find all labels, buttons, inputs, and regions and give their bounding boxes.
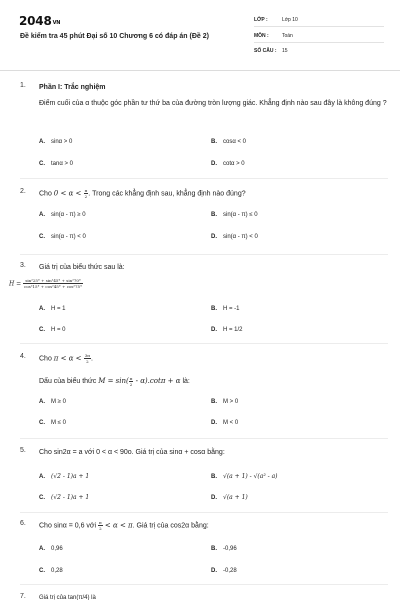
question-1 — [20, 82, 390, 178]
expression-h: H = $\frac{\text{sin²25° + sin²45° + sin²70°}}{\text{cos²15° + cos²45° + cos²75°}}$ — [9, 278, 83, 289]
option-b[interactable]: B. √(a + 1) - √(a² - a) — [211, 473, 278, 480]
question-6 — [20, 520, 390, 582]
fraction: $\frac{\pi}{2}$ — [99, 520, 102, 531]
question-number: 5. — [20, 447, 26, 454]
question-number: 3. — [20, 262, 26, 269]
option-d[interactable]: D. -0,28 — [211, 568, 237, 574]
question-text: Cho sinα = 0,6 với $\frac{\pi}{2}$ < α < π. Giá trị của cos2α bằng: — [39, 520, 209, 531]
meta-divider — [254, 26, 384, 27]
logo-suffix: VN — [52, 20, 61, 26]
question-divider — [20, 343, 388, 344]
question-number: 6. — [20, 520, 26, 527]
option-a[interactable]: A. M ≥ 0 — [39, 399, 66, 405]
page-header — [0, 0, 400, 68]
question-divider — [20, 254, 388, 255]
question-5 — [20, 447, 390, 507]
option-a[interactable]: A. H = 1 — [39, 306, 66, 312]
question-divider — [20, 178, 388, 179]
fraction: $\frac{3\pi}{2}$ — [84, 353, 90, 364]
option-c[interactable]: C. sin(α - π) < 0 — [39, 234, 86, 240]
question-text: Giá trị của tan(π/4) là — [39, 595, 96, 600]
fraction: $\frac{\pi}{2}$ — [84, 188, 88, 199]
question-7 — [20, 593, 390, 600]
option-b[interactable]: B. H = -1 — [211, 306, 240, 312]
question-divider — [20, 512, 388, 513]
option-d[interactable]: D. √(a + 1) — [211, 494, 248, 501]
question-divider — [20, 584, 388, 585]
option-a[interactable]: A. (√2 - 1)a + 1 — [39, 473, 90, 480]
option-b[interactable]: B. cosα < 0 — [211, 139, 246, 145]
section-title: Phần I: Trắc nghiệm — [39, 84, 106, 91]
option-a[interactable]: A. sinα > 0 — [39, 139, 73, 145]
fraction: $\frac{\pi}{2}$ — [129, 375, 133, 387]
site-logo[interactable] — [19, 14, 60, 28]
question-4 — [20, 353, 390, 435]
meta-subject: MÔN : Toán — [254, 33, 293, 39]
question-3 — [9, 262, 390, 342]
option-c[interactable]: C. H = 0 — [39, 327, 66, 333]
question-text: Cho 0 < α < $\frac{\pi}{2}$ . Trong các khẳng định sau, khẳng định nào đúng? — [39, 188, 246, 199]
option-b[interactable]: B. -0,96 — [211, 546, 237, 552]
question-text: Điểm cuối của α thuộc góc phần tư thứ ba của đường tròn lượng giác. Khẳng định nào sau đây là không đúng ? — [39, 100, 387, 107]
question-divider — [20, 438, 388, 439]
question-number: 1. — [20, 82, 26, 89]
option-d[interactable]: D. sin(α - π) < 0 — [211, 234, 258, 240]
option-d[interactable]: D. M < 0 — [211, 420, 239, 426]
question-number: 4. — [20, 353, 26, 360]
option-d[interactable]: D. H = 1/2 — [211, 327, 243, 333]
question-text: Cho sin2α = a với 0 < α < 90o. Giá trị của sinα + cosα bằng: — [39, 449, 225, 456]
option-c[interactable]: C. tanα > 0 — [39, 161, 73, 167]
question-2 — [20, 188, 390, 248]
meta-question-count: SỐ CÂU : 15 — [254, 48, 288, 54]
meta-divider — [254, 42, 384, 43]
question-number: 2. — [20, 188, 26, 195]
option-b[interactable]: B. M > 0 — [211, 399, 239, 405]
option-d[interactable]: D. cotα > 0 — [211, 161, 245, 167]
option-b[interactable]: B. sin(α - π) ≤ 0 — [211, 212, 258, 218]
option-c[interactable]: C. 0,28 — [39, 568, 63, 574]
option-c[interactable]: C. (√2 - 1)a + 1 — [39, 494, 90, 501]
fraction: $\frac{\text{sin²25° + sin²45° + sin²70°}}{\text{cos²15° + cos²45° + cos²75°}}$ — [24, 278, 83, 289]
option-c[interactable]: C. M ≤ 0 — [39, 420, 66, 426]
logo-text: 2048 — [19, 14, 52, 28]
question-number: 7. — [20, 593, 26, 600]
question-subtext: Dấu của biểu thức M = sin( $\frac{\pi}{2}$ - α).cotπ + α là: — [39, 375, 190, 387]
document-title: Đề kiểm tra 45 phút Đại số 10 Chương 6 có đáp án (Đề 2) — [20, 33, 209, 40]
question-text: Cho π < α < $\frac{3\pi}{2}$ . — [39, 353, 93, 364]
header-divider — [0, 70, 400, 71]
meta-class: LỚP : Lớp 10 — [254, 17, 298, 23]
option-a[interactable]: A. sin(α - π) ≥ 0 — [39, 212, 86, 218]
question-text: Giá trị của biểu thức sau là: — [39, 264, 125, 271]
option-a[interactable]: A. 0,96 — [39, 546, 63, 552]
